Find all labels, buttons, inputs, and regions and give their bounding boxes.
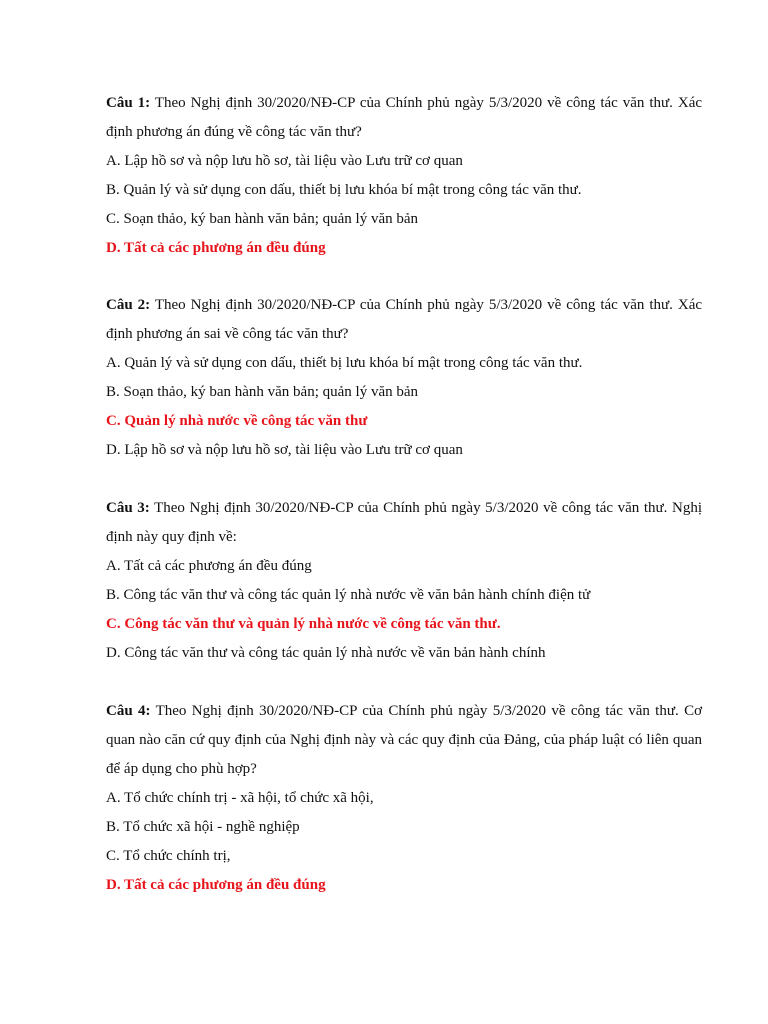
question-1-option-c: C. Soạn thảo, ký ban hành văn bản; quản lý văn bản — [106, 211, 419, 227]
question-2-option-c-correct: C. Quản lý nhà nước về công tác văn thư — [106, 413, 368, 429]
question-4 — [106, 697, 702, 900]
question-2-label: Câu 2: — [106, 297, 151, 313]
question-4-option-b: B. Tổ chức xã hội - nghề nghiệp — [106, 819, 300, 835]
question-3 — [106, 494, 702, 668]
question-3-option-b: B. Công tác văn thư và công tác quản lý nhà nước về văn bản hành chính điện tử — [106, 587, 591, 603]
question-2-option-d: D. Lập hồ sơ và nộp lưu hồ sơ, tài liệu vào Lưu trữ cơ quan — [106, 442, 463, 458]
question-3-option-d: D. Công tác văn thư và công tác quản lý nhà nước về văn bản hành chính — [106, 645, 546, 661]
question-4-option-c: C. Tổ chức chính trị, — [106, 848, 231, 864]
question-2-text: Theo Nghị định 30/2020/NĐ-CP của Chính phủ ngày 5/3/2020 về công tác văn thư. Xác định phương án sai về công tác văn thư? — [106, 297, 703, 342]
question-4-option-d-correct: D. Tất cả các phương án đều đúng — [106, 877, 326, 893]
question-2-option-b: B. Soạn thảo, ký ban hành văn bản; quản lý văn bản — [106, 384, 419, 400]
question-2 — [106, 291, 702, 465]
question-1-option-b: B. Quản lý và sử dụng con dấu, thiết bị lưu khóa bí mật trong công tác văn thư. — [106, 182, 582, 198]
question-1-option-d-correct: D. Tất cả các phương án đều đúng — [106, 240, 326, 256]
question-1 — [106, 89, 702, 263]
question-2-option-a: A. Quản lý và sử dụng con dấu, thiết bị lưu khóa bí mật trong công tác văn thư. — [106, 355, 583, 371]
question-4-option-a: A. Tổ chức chính trị - xã hội, tổ chức xã hội, — [106, 790, 374, 806]
question-3-option-c-correct: C. Công tác văn thư và quản lý nhà nước về công tác văn thư. — [106, 616, 501, 632]
question-4-label: Câu 4: — [106, 703, 151, 719]
question-1-text: Theo Nghị định 30/2020/NĐ-CP của Chính phủ ngày 5/3/2020 về công tác văn thư. Xác định phương án đúng về công tác văn thư? — [106, 95, 703, 140]
question-1-label: Câu 1: — [106, 95, 151, 111]
question-1-option-a: A. Lập hồ sơ và nộp lưu hồ sơ, tài liệu vào Lưu trữ cơ quan — [106, 153, 463, 169]
question-3-text: Theo Nghị định 30/2020/NĐ-CP của Chính phủ ngày 5/3/2020 về công tác văn thư. Nghị định này quy định về: — [106, 500, 702, 545]
question-4-stem — [106, 697, 702, 784]
question-2-stem — [106, 291, 702, 349]
question-4-text: Theo Nghị định 30/2020/NĐ-CP của Chính phủ ngày 5/3/2020 về công tác văn thư. Cơ quan nào căn cứ quy định của Nghị định này và các quy định của Đảng, của pháp luật có liên quan để áp dụng cho phù hợp? — [106, 703, 703, 777]
question-3-option-a: A. Tất cả các phương án đều đúng — [106, 558, 312, 574]
question-3-label: Câu 3: — [106, 500, 150, 516]
question-3-stem — [106, 494, 702, 552]
question-1-stem — [106, 89, 702, 147]
